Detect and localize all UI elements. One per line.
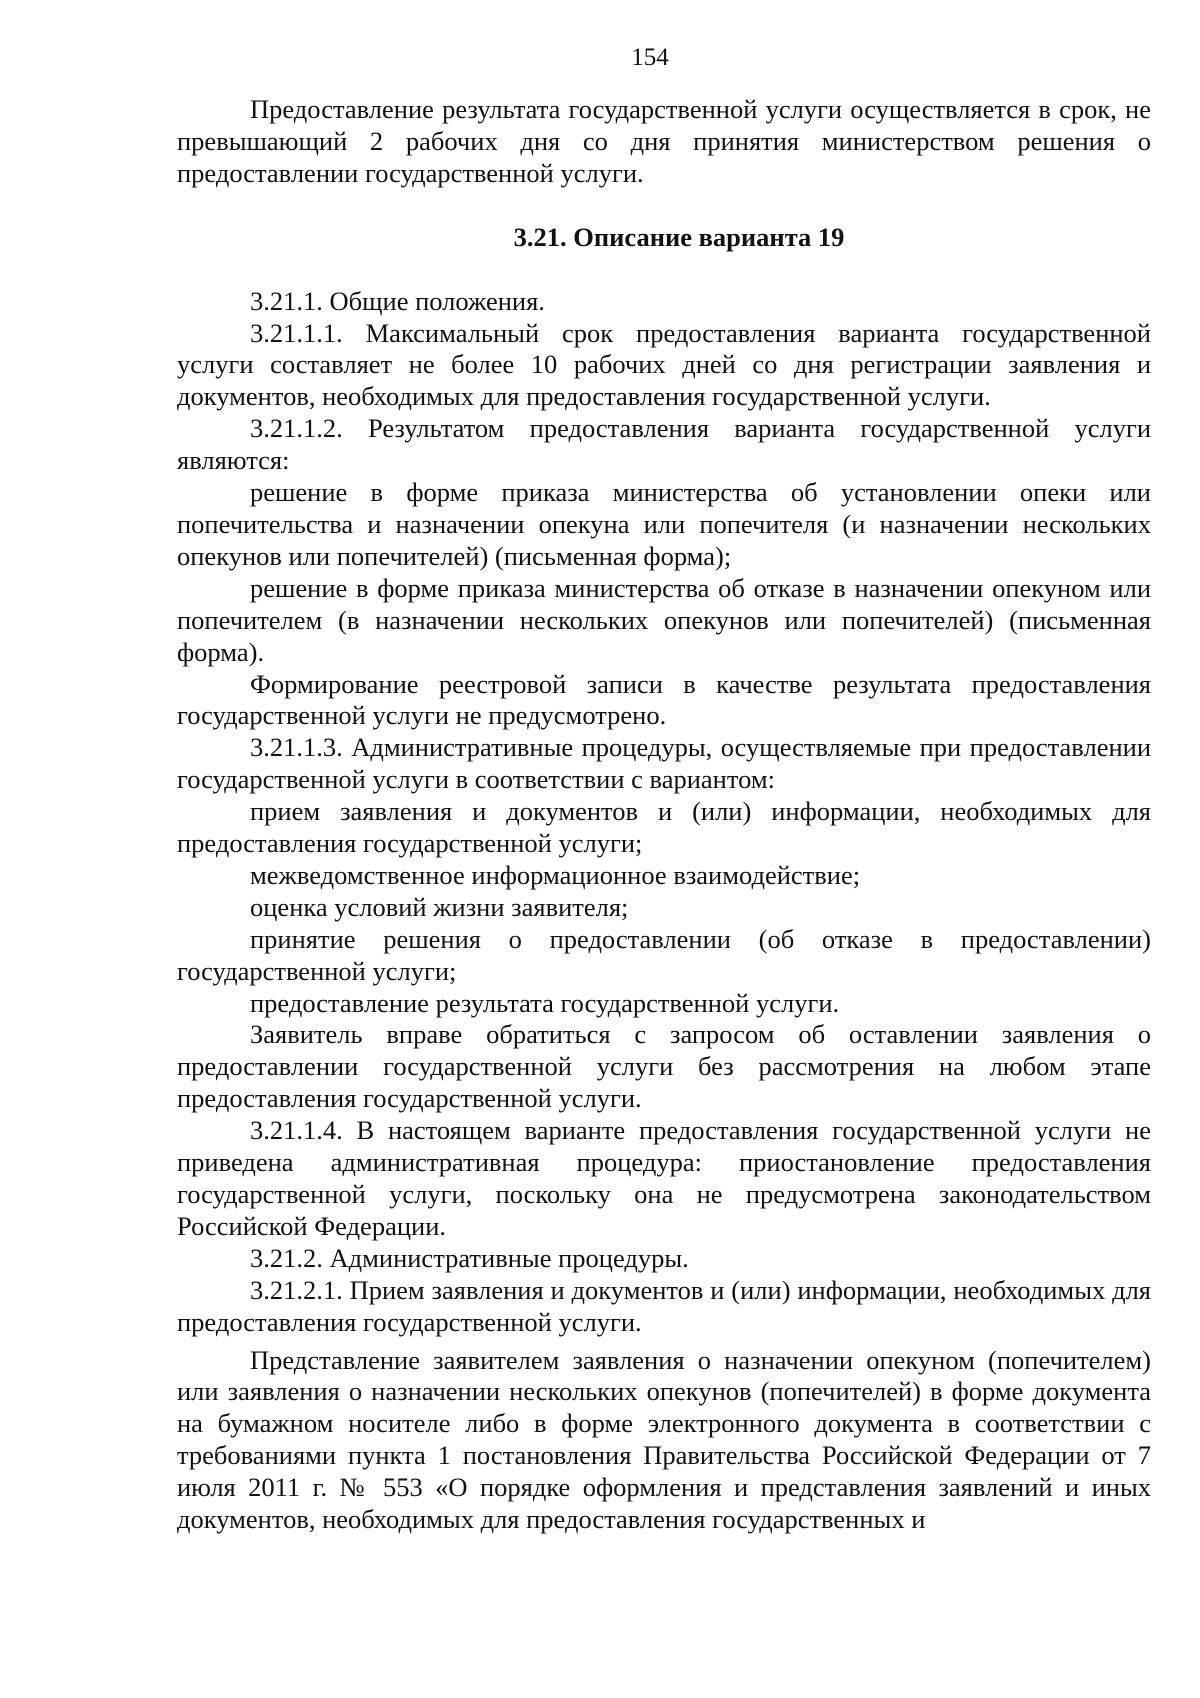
- page-number: 154: [631, 44, 669, 71]
- list-item-living-conditions: оценка условий жизни заявителя;: [250, 891, 629, 922]
- paragraph-reception-heading: 3.21.2.1. Прием заявления и документов и (или) информации, необходимых для предоставления государственной услуги.: [177, 1274, 1151, 1337]
- section-heading: 3.21. Описание варианта 19: [513, 221, 845, 252]
- paragraph-application-submission: Представление заявителем заявления о назначении опекуном (попечителем) или заявления о назначении нескольких опекунов (попечителей) в форме документа на бумажном носителе либо в форме электронного документа в соответствии с требованиями пункта 1 постановления Правительства Российской Федерации от 7 июля 2011 г. № 553 «О порядке оформления и представления заявлений и иных документов, необходимых для предоставления государственных и: [177, 1344, 1151, 1535]
- paragraph-result-decision-appoint: решение в форме приказа министерства об установлении опеки или попечительства и назначении опекуна или попечителя (и назначении нескольких опекунов или попечителей) (письменная форма);: [177, 477, 1151, 571]
- paragraph-results: 3.21.1.2. Результатом предоставления варианта государственной услуги являются:: [177, 413, 1151, 476]
- list-item-result-delivery: предоставление результата государственной услуги.: [250, 987, 840, 1018]
- paragraph-result-decision-refuse: решение в форме приказа министерства об отказе в назначении опекуном или попечителем (в назначении нескольких опекунов или попечителей) (письменная форма).: [177, 572, 1151, 667]
- document-body: [177, 94, 1151, 1536]
- list-item-interagency: межведомственное информационное взаимодействие;: [250, 859, 861, 890]
- paragraph-registry-record: Формирование реестровой записи в качестве результата предоставления государственной услуги не предусмотрено.: [177, 668, 1151, 731]
- paragraph-admin-procedures: 3.21.1.3. Административные процедуры, осуществляемые при предоставлении государственной услуги в соответствии с вариантом:: [177, 732, 1151, 795]
- paragraph-suspension-note: 3.21.1.4. В настоящем варианте предоставления государственной услуги не приведена административная процедура: приостановление предоставления государственной услуги, поскольку она не предусмотрена законодательством Российской Федерации.: [177, 1115, 1151, 1241]
- list-item-reception: прием заявления и документов и (или) информации, необходимых для предоставления государственной услуги;: [177, 796, 1151, 859]
- paragraph-result-deadline: Предоставление результата государственной услуги осуществляется в срок, не превышающий 2 рабочих дня со дня принятия министерством решения о предоставлении государственной услуги.: [177, 94, 1151, 188]
- paragraph-admin-procedures-heading: 3.21.2. Административные процедуры.: [250, 1242, 689, 1273]
- paragraph-general-provisions: 3.21.1. Общие положения.: [250, 285, 545, 316]
- list-item-decision: принятие решения о предоставлении (об отказе в предоставлении) государственной услуги;: [177, 923, 1151, 986]
- paragraph-withdrawal-request: Заявитель вправе обратиться с запросом об оставлении заявления о предоставлении государственной услуги без рассмотрения на любом этапе предоставления государственной услуги.: [177, 1019, 1151, 1114]
- paragraph-max-term: 3.21.1.1. Максимальный срок предоставления варианта государственной услуги составляет не более 10 рабочих дней со дня регистрации заявления и документов, необходимых для предоставления государственной услуги.: [177, 317, 1151, 412]
